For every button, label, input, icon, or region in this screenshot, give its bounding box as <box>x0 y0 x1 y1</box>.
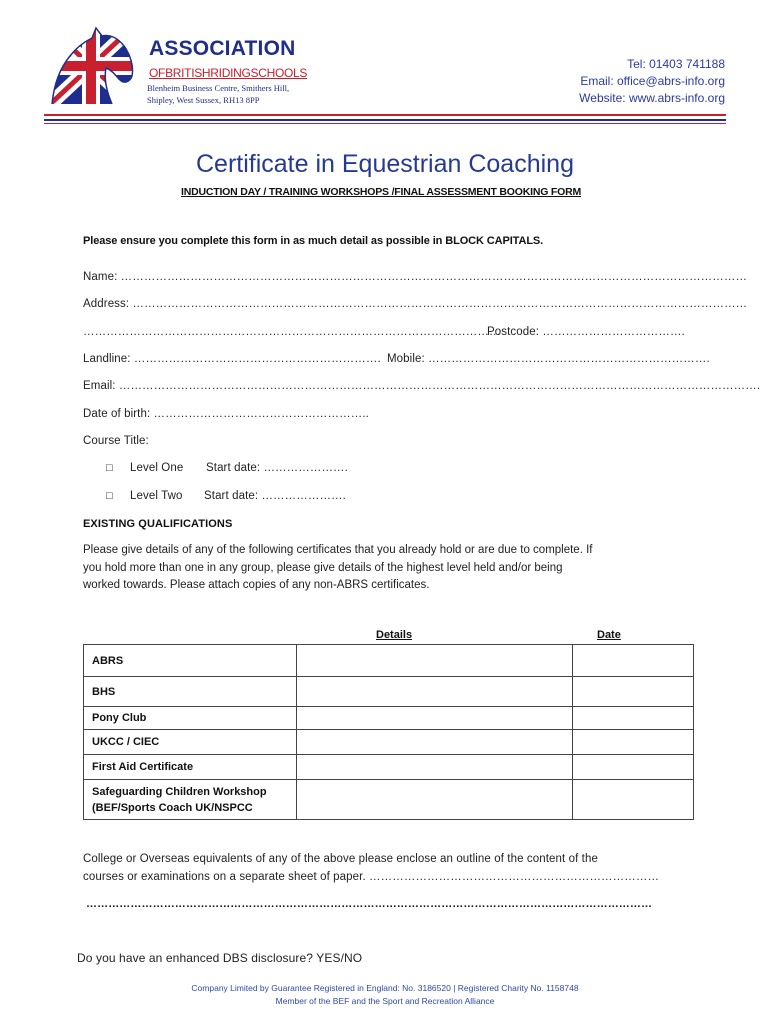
dob-field[interactable]: Date of birth: ……………………………………………….. <box>83 408 369 420</box>
row-label-ukcc: UKCC / CIEC <box>84 730 297 755</box>
level-one-checkbox[interactable]: □ <box>106 462 113 474</box>
name-field[interactable]: Name: ……………………………………………………………………………………………………………………………………………… <box>83 271 748 283</box>
course-title-label: Course Title: <box>83 435 149 447</box>
logo-icon <box>46 24 136 108</box>
dbs-question: Do you have an enhanced DBS disclosure? YES/NO <box>77 951 363 965</box>
level-one-start-date[interactable]: Start date: …………………. <box>206 462 348 474</box>
existing-qualifications-text <box>83 542 693 595</box>
table-row <box>84 645 694 677</box>
college-line-3[interactable]: ……………………………………………………………………………………………………………………………………… <box>86 898 653 910</box>
org-name: ASSOCIATION <box>149 37 296 60</box>
row-label-safeguarding <box>84 780 297 820</box>
header-rule-red <box>44 114 726 116</box>
postcode-field[interactable]: Postcode: ………………………………. <box>487 326 685 338</box>
table-row <box>84 730 694 755</box>
level-two-start-date[interactable]: Start date: …………………. <box>204 490 346 502</box>
row-label-abrs: ABRS <box>84 645 297 677</box>
contact-tel: Tel: 01403 741188 <box>627 57 725 71</box>
level-two-label: Level Two <box>130 490 183 502</box>
college-line-2[interactable]: courses or examinations on a separate sheet of paper. ………………………………………………………………… <box>83 871 660 883</box>
contact-block <box>579 56 725 107</box>
contact-website: Website: www.abrs-info.org <box>579 91 725 105</box>
details-column-header: Details <box>376 629 413 641</box>
table-row <box>84 755 694 780</box>
footer-line-2: Member of the BEF and the Sport and Recreation Alliance <box>275 996 495 1006</box>
footer-line-1: Company Limited by Guarantee Registered in England: No. 3186520 | Registered Charity No. 1158748 <box>191 983 579 993</box>
table-row <box>84 780 694 820</box>
first-aid-details-cell[interactable] <box>297 755 573 780</box>
college-line-1: College or Overseas equivalents of any of the above please enclose an outline of the content of the <box>83 853 598 865</box>
first-aid-date-cell[interactable] <box>573 755 694 780</box>
header-rule-red-2 <box>44 123 726 124</box>
org-subtitle: OFBRITISHRIDINGSCHOOLS <box>149 66 308 80</box>
level-one-label: Level One <box>130 462 184 474</box>
bhs-date-cell[interactable] <box>573 677 694 707</box>
row-label-pony-club: Pony Club <box>84 707 297 730</box>
instruction-note: Please ensure you complete this form in as much detail as possible in BLOCK CAPITALS. <box>83 235 544 247</box>
landline-field[interactable]: Landline: ………………………………………………………. <box>83 353 381 365</box>
pony-club-date-cell[interactable] <box>573 707 694 730</box>
form-subtitle: INDUCTION DAY / TRAINING WORKSHOPS /FINAL ASSESSMENT BOOKING FORM <box>180 186 582 198</box>
address-line-2: Shipley, West Sussex, RH13 8PP <box>147 95 260 105</box>
bhs-details-cell[interactable] <box>297 677 573 707</box>
ukcc-date-cell[interactable] <box>573 730 694 755</box>
ukcc-details-cell[interactable] <box>297 730 573 755</box>
para-line-1: Please give details of any of the following certificates that you already hold or are due to complete. If <box>83 544 593 556</box>
pony-club-details-cell[interactable] <box>297 707 573 730</box>
date-column-header: Date <box>597 629 621 641</box>
para-line-2: you hold more than one in any group, please give details of the highest level held and/or being <box>83 561 563 574</box>
table-row <box>84 677 694 707</box>
existing-qualifications-heading: EXISTING QUALIFICATIONS <box>83 518 233 530</box>
contact-email: Email: office@abrs-info.org <box>580 74 725 88</box>
row-label-first-aid: First Aid Certificate <box>84 755 297 780</box>
safeguarding-line-1: Safeguarding Children Workshop <box>92 785 267 798</box>
address-field[interactable]: Address: …………………………………………………………………………………………………………………………………………… <box>83 298 748 310</box>
org-address <box>147 82 289 106</box>
mobile-field[interactable]: Mobile: ………………………………………………………………. <box>387 353 710 365</box>
level-two-checkbox[interactable]: □ <box>106 490 113 502</box>
address-line-1: Blenheim Business Centre, Smithers Hill, <box>147 83 290 93</box>
header-rule-navy <box>44 119 726 121</box>
abrs-details-cell[interactable] <box>297 645 573 677</box>
para-line-3: worked towards. Please attach copies of any non-ABRS certificates. <box>83 579 430 591</box>
safeguarding-date-cell[interactable] <box>573 780 694 820</box>
row-label-bhs: BHS <box>84 677 297 707</box>
safeguarding-line-2: (BEF/Sports Coach UK/NSPCC <box>92 801 253 814</box>
form-title: Certificate in Equestrian Coaching <box>196 150 574 178</box>
abrs-date-cell[interactable] <box>573 645 694 677</box>
table-row <box>84 707 694 730</box>
email-field[interactable]: Email: …………………………………………………………………………………………………………………………………………………. <box>83 380 761 392</box>
qualifications-table <box>83 644 694 820</box>
address-line-2-field[interactable]: ……………………………………………………………………………………………… <box>83 326 501 338</box>
safeguarding-details-cell[interactable] <box>297 780 573 820</box>
